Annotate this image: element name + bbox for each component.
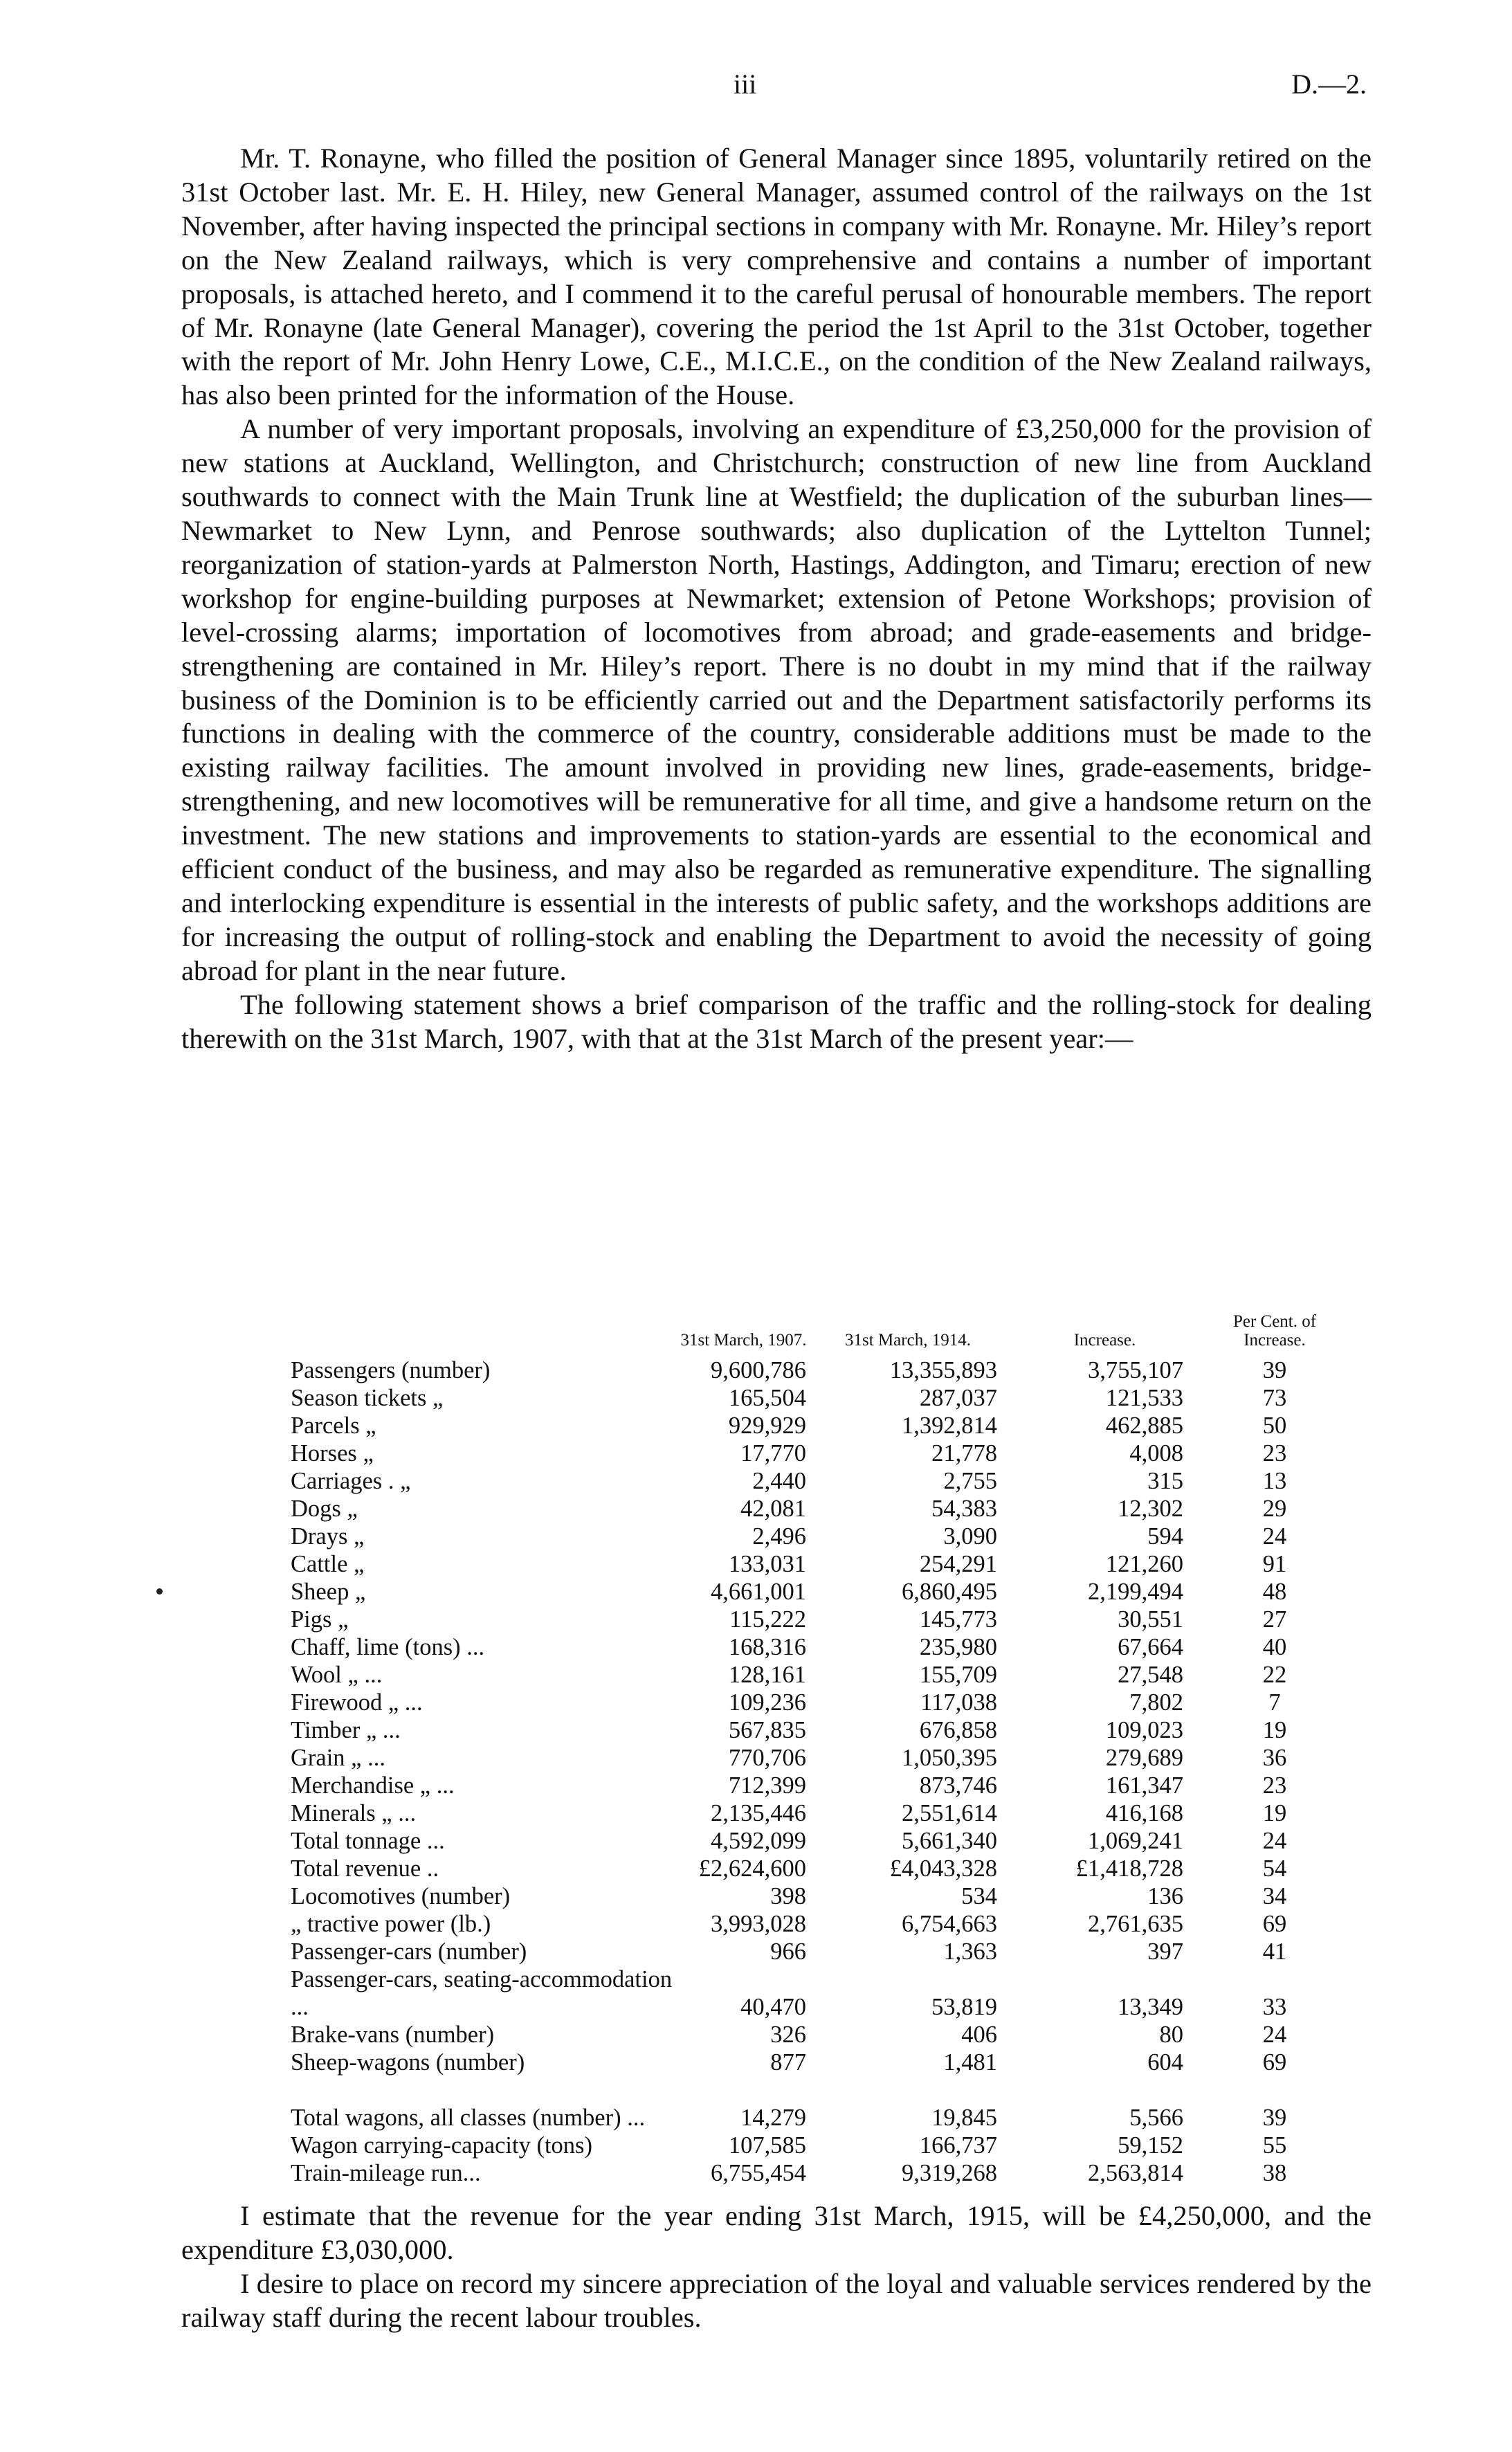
- value-percent: 34: [1262, 1883, 1287, 1909]
- value-1914: 6,860,495: [902, 1579, 997, 1605]
- table-row: [291, 1799, 1345, 1827]
- table-row: [291, 2021, 1345, 2049]
- row-label: Passenger-cars, seating-accommodation ...: [291, 1966, 673, 2020]
- value-increase: 2,761,635: [1088, 1911, 1183, 1937]
- table-row: [291, 1606, 1345, 1633]
- value-1914: 166,737: [919, 2132, 997, 2159]
- row-label: Horses „: [291, 1440, 374, 1466]
- value-1907: 770,706: [728, 1745, 806, 1771]
- row-label: Drays „: [291, 1523, 365, 1550]
- table-row: [291, 1633, 1345, 1661]
- table-row: [291, 1523, 1345, 1550]
- row-label: Brake-vans (number): [291, 2022, 495, 2048]
- value-1914: 235,980: [919, 1634, 997, 1660]
- value-increase: 30,551: [1118, 1606, 1183, 1633]
- table-header-row: [291, 1308, 1345, 1356]
- document-reference: D.—2.: [1291, 69, 1367, 100]
- row-label: Pigs „: [291, 1606, 349, 1633]
- value-1914: 1,363: [943, 1938, 997, 1965]
- row-label: Firewood „ ...: [291, 1689, 423, 1716]
- value-1907: 2,135,446: [711, 1800, 806, 1826]
- value-increase: 2,199,494: [1088, 1579, 1183, 1605]
- value-1907: 567,835: [728, 1717, 806, 1743]
- value-increase: 13,349: [1118, 1994, 1183, 2020]
- value-percent: 39: [1262, 1357, 1287, 1383]
- running-head: [0, 68, 1512, 109]
- row-label: Chaff, lime (tons) ...: [291, 1634, 485, 1660]
- value-increase: 397: [1147, 1938, 1183, 1965]
- value-1907: 107,585: [728, 2132, 806, 2159]
- value-1907: 9,600,786: [711, 1357, 806, 1383]
- table-row: [291, 1578, 1345, 1606]
- value-percent: 39: [1262, 2105, 1287, 2131]
- value-increase: 109,023: [1105, 1717, 1183, 1743]
- value-increase: 594: [1147, 1523, 1183, 1550]
- value-1907: 14,279: [740, 2105, 806, 2131]
- value-percent: 41: [1262, 1938, 1287, 1965]
- value-percent: 54: [1262, 1855, 1287, 1882]
- row-label: Dogs „: [291, 1496, 358, 1522]
- table-row: [291, 1744, 1345, 1772]
- value-1907: 929,929: [728, 1413, 806, 1439]
- value-percent: 29: [1262, 1496, 1287, 1522]
- row-label: Carriages . „: [291, 1468, 411, 1494]
- value-1914: 155,709: [919, 1662, 997, 1688]
- value-increase: 80: [1159, 2022, 1183, 2048]
- header-1907: 31st March, 1907.: [680, 1331, 807, 1350]
- value-percent: 38: [1262, 2160, 1287, 2186]
- value-1914: 21,778: [931, 1440, 997, 1466]
- value-1907: 398: [770, 1883, 806, 1909]
- row-label: Season tickets „: [291, 1385, 444, 1411]
- value-percent: 69: [1262, 2049, 1287, 2076]
- value-1914: 254,291: [919, 1551, 997, 1577]
- row-label: Parcels „: [291, 1413, 376, 1439]
- value-1914: 1,392,814: [902, 1413, 997, 1439]
- value-1914: 5,661,340: [902, 1828, 997, 1854]
- paragraph-statement-intro: The following statement shows a brief comparison of the traffic and the rolling-stock for dealing therewith on the 31st March, 1907, with that at the 31st March of the present year:—: [181, 988, 1372, 1054]
- value-increase: 5,566: [1129, 2105, 1183, 2131]
- table-row: [291, 1827, 1345, 1855]
- value-1907: 128,161: [728, 1662, 806, 1688]
- value-increase: 4,008: [1129, 1440, 1183, 1466]
- row-label: Wagon carrying-capacity (tons): [291, 2132, 592, 2159]
- table-row: [291, 2132, 1345, 2159]
- value-1914: 6,754,663: [902, 1911, 997, 1937]
- value-percent: 23: [1262, 1772, 1287, 1799]
- value-increase: 121,533: [1105, 1385, 1183, 1411]
- table-row: [291, 1384, 1345, 1412]
- table-row: [291, 1910, 1345, 1938]
- value-1914: 676,858: [919, 1717, 997, 1743]
- paragraph-management-change: Mr. T. Ronayne, who filled the position of General Manager since 1895, voluntarily retired on the 31st October last. Mr. E. H. Hiley, new General Manager, assumed control of the railways on the 1st November, after having inspected the principal sections in company with Mr. Ronayne. Mr. Hiley’s report on the New Zealand railways, which is very comprehensive and contains a number of important proposals, is attached hereto, and I commend it to the careful perusal of honourable members. The report of Mr. Ronayne (late General Manager), covering the period the 1st April to the 31st October, together with the report of Mr. John Henry Lowe, C.E., M.I.C.E., on the condition of the New Zealand railways, has also been printed for the information of the House.: [181, 143, 1372, 411]
- value-1914: 19,845: [931, 2105, 997, 2131]
- value-1914: 3,090: [943, 1523, 997, 1550]
- value-1907: 42,081: [740, 1496, 806, 1522]
- table-row: [291, 1689, 1345, 1716]
- paragraph-proposals: A number of very important proposals, involving an expenditure of £3,250,000 for the provision of new stations at Auckland, Wellington, and Christchurch; construction of new line from Auckland southwards to connect with the Main Trunk line at Westfield; the duplication of the suburban lines—Newmarket to New Lynn, and Penrose southwards; also duplication of the Lyttelton Tunnel; reorganization of station-yards at Palmerston North, Hastings, Addington, and Timaru; erection of new workshop for engine-building purposes at Newmarket; extension of Petone Workshops; provision of level-crossing alarms; importation of locomotives from abroad; and grade-easements and bridge-strengthening are contained in Mr. Hiley’s report. There is no doubt in my mind that if the railway business of the Dominion is to be efficiently carried out and the Department satisfactorily performs its functions in dealing with the commerce of the country, considerable additions must be made to the existing railway facilities. The amount involved in providing new lines, grade-easements, bridge-strengthening, and new locomotives will be remunerative for all time, and give a handsome return on the investment. The new stations and improvements to station-yards are essential to the economical and efficient conduct of the business, and may also be regarded as remunerative expenditure. The signalling and interlocking expenditure is essential in the interests of public safety, and the workshops additions are for increasing the output of rolling-stock and enabling the Department to avoid the necessity of going abroad for plant in the near future.: [181, 413, 1372, 986]
- value-percent: 36: [1262, 1745, 1287, 1771]
- value-percent: 69: [1262, 1911, 1287, 1937]
- row-label: Merchandise „ ...: [291, 1772, 455, 1799]
- value-1907: 4,592,099: [711, 1828, 806, 1854]
- value-1907: 326: [770, 2022, 806, 2048]
- table-row: [291, 1882, 1345, 1910]
- value-percent: 13: [1262, 1468, 1287, 1494]
- table-row: [291, 1716, 1345, 1744]
- closing-text: [181, 2199, 1372, 2335]
- value-increase: 59,152: [1118, 2132, 1183, 2159]
- value-percent: 24: [1262, 1828, 1287, 1854]
- value-1907: 966: [770, 1938, 806, 1965]
- value-increase: 462,885: [1105, 1413, 1183, 1439]
- row-label: Sheep „: [291, 1579, 366, 1605]
- value-percent: 7: [1268, 1689, 1281, 1716]
- row-label: Locomotives (number): [291, 1883, 511, 1909]
- value-1914: 53,819: [931, 1994, 997, 2020]
- header-label: [291, 1308, 677, 1356]
- header-increase: Increase.: [1073, 1331, 1136, 1350]
- value-percent: 91: [1262, 1551, 1287, 1577]
- value-percent: 33: [1262, 1994, 1287, 2020]
- margin-mark: [156, 1588, 163, 1595]
- value-percent: 22: [1262, 1662, 1287, 1688]
- value-1907: 6,755,454: [711, 2160, 806, 2186]
- value-increase: 416,168: [1105, 1800, 1183, 1826]
- value-percent: 50: [1262, 1413, 1287, 1439]
- value-1914: 1,481: [943, 2049, 997, 2076]
- row-label: Train-mileage run...: [291, 2160, 481, 2186]
- value-increase: 12,302: [1118, 1496, 1183, 1522]
- row-label: Minerals „ ...: [291, 1800, 417, 1826]
- value-1914: 873,746: [919, 1772, 997, 1799]
- value-increase: 121,260: [1105, 1551, 1183, 1577]
- value-1907: 115,222: [729, 1606, 806, 1633]
- table-row: [291, 2076, 1345, 2132]
- value-increase: 279,689: [1105, 1745, 1183, 1771]
- value-1914: 1,050,395: [902, 1745, 997, 1771]
- value-percent: 19: [1262, 1800, 1287, 1826]
- value-1907: 168,316: [728, 1634, 806, 1660]
- table-row: [291, 1440, 1345, 1467]
- value-increase: 604: [1147, 2049, 1183, 2076]
- paragraph-staff-appreciation: I desire to place on record my sincere appreciation of the loyal and valuable services rendered by the railway staff during the recent labour troubles.: [181, 2267, 1372, 2333]
- table-row: [291, 2049, 1345, 2076]
- value-increase: 1,069,241: [1088, 1828, 1183, 1854]
- value-increase: 315: [1147, 1468, 1183, 1494]
- value-percent: 40: [1262, 1634, 1287, 1660]
- row-label: Total wagons, all classes (number) ...: [291, 2105, 646, 2131]
- row-label: Total tonnage ...: [291, 1828, 445, 1854]
- table-row: [291, 1965, 1345, 2021]
- table-row: [291, 1495, 1345, 1523]
- table-row: [291, 1467, 1345, 1495]
- value-1914: 145,773: [919, 1606, 997, 1633]
- value-1914: 13,355,893: [889, 1357, 997, 1383]
- row-label: Timber „ ...: [291, 1717, 401, 1743]
- table-row: [291, 1412, 1345, 1440]
- table-row: [291, 1772, 1345, 1799]
- header-1914: 31st March, 1914.: [845, 1331, 971, 1350]
- row-label: Sheep-wagons (number): [291, 2049, 525, 2076]
- value-1907: 109,236: [728, 1689, 806, 1716]
- value-increase: 7,802: [1129, 1689, 1183, 1716]
- value-1914: 117,038: [920, 1689, 997, 1716]
- table-row: [291, 1661, 1345, 1689]
- value-1914: £4,043,328: [889, 1855, 997, 1882]
- paragraph-revenue-estimate: I estimate that the revenue for the year ending 31st March, 1915, will be £4,250,000, and the expenditure £3,030,000.: [181, 2200, 1372, 2265]
- value-1907: 17,770: [740, 1440, 806, 1466]
- row-label: Cattle „: [291, 1551, 365, 1577]
- row-label: Passengers (number): [291, 1357, 491, 1383]
- table-row: [291, 1938, 1345, 1965]
- value-percent: 19: [1262, 1717, 1287, 1743]
- row-label: Grain „ ...: [291, 1745, 385, 1771]
- value-1907: 133,031: [728, 1551, 806, 1577]
- row-label: Wool „ ...: [291, 1662, 383, 1688]
- value-increase: 67,664: [1118, 1634, 1183, 1660]
- value-percent: 24: [1262, 1523, 1287, 1550]
- row-label: Passenger-cars (number): [291, 1938, 527, 1965]
- value-increase: £1,418,728: [1075, 1855, 1183, 1882]
- value-percent: 23: [1262, 1440, 1287, 1466]
- value-increase: 2,563,814: [1088, 2160, 1183, 2186]
- table-body: [291, 1356, 1345, 2187]
- row-label: Total revenue ..: [291, 1855, 439, 1882]
- value-1907: 3,993,028: [711, 1911, 806, 1937]
- value-1907: 2,440: [752, 1468, 806, 1494]
- value-increase: 161,347: [1105, 1772, 1183, 1799]
- value-percent: 24: [1262, 2022, 1287, 2048]
- value-percent: 27: [1262, 1606, 1287, 1633]
- traffic-comparison-table: [291, 1308, 1345, 2187]
- value-percent: 48: [1262, 1579, 1287, 1605]
- value-increase: 3,755,107: [1088, 1357, 1183, 1383]
- body-text: [181, 142, 1372, 1055]
- value-1907: £2,624,600: [698, 1855, 806, 1882]
- value-percent: 55: [1262, 2132, 1287, 2159]
- value-1907: 40,470: [740, 1994, 806, 2020]
- value-1914: 406: [961, 2022, 997, 2048]
- value-1907: 712,399: [728, 1772, 806, 1799]
- table-row: [291, 2159, 1345, 2187]
- value-increase: 136: [1147, 1883, 1183, 1909]
- value-percent: 73: [1262, 1385, 1287, 1411]
- value-1914: 287,037: [919, 1385, 997, 1411]
- page-number: iii: [734, 69, 757, 100]
- value-1914: 534: [961, 1883, 997, 1909]
- value-1914: 9,319,268: [902, 2160, 997, 2186]
- value-1914: 2,551,614: [902, 1800, 997, 1826]
- value-1914: 2,755: [943, 1468, 997, 1494]
- table-row: [291, 1356, 1345, 1384]
- value-1907: 877: [770, 2049, 806, 2076]
- table-row: [291, 1855, 1345, 1882]
- value-1914: 54,383: [931, 1496, 997, 1522]
- value-increase: 27,548: [1118, 1662, 1183, 1688]
- header-percent: Per Cent. of Increase.: [1232, 1312, 1317, 1350]
- row-label: „ tractive power (lb.): [291, 1911, 491, 1937]
- value-1907: 2,496: [752, 1523, 806, 1550]
- table-row: [291, 1550, 1345, 1578]
- value-1907: 165,504: [728, 1385, 806, 1411]
- value-1907: 4,661,001: [711, 1579, 806, 1605]
